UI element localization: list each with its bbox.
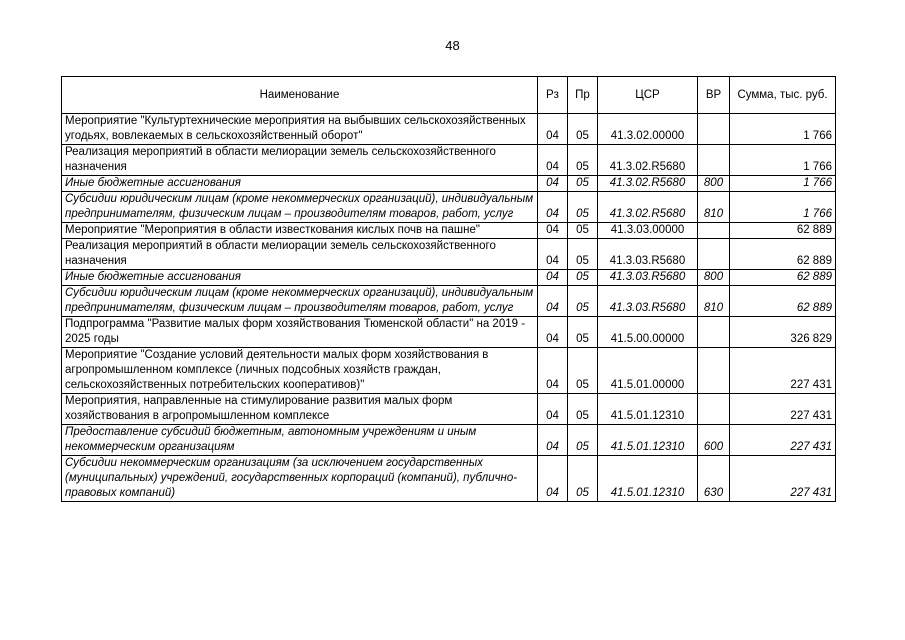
header-name: Наименование xyxy=(62,77,538,114)
cell-rz: 04 xyxy=(538,286,568,317)
cell-vr xyxy=(698,114,730,145)
cell-csr: 41.3.03.R5680 xyxy=(598,239,698,270)
cell-vr: 810 xyxy=(698,192,730,223)
cell-name: Подпрограмма "Развитие малых форм хозяйствования Тюменской области" на 2019 - 2025 годы xyxy=(62,317,538,348)
cell-vr xyxy=(698,348,730,394)
cell-sum: 62 889 xyxy=(730,239,836,270)
cell-pr: 05 xyxy=(568,192,598,223)
cell-csr: 41.3.02.00000 xyxy=(598,114,698,145)
cell-rz: 04 xyxy=(538,425,568,456)
cell-pr: 05 xyxy=(568,394,598,425)
cell-sum: 1 766 xyxy=(730,192,836,223)
cell-sum: 1 766 xyxy=(730,114,836,145)
cell-pr: 05 xyxy=(568,114,598,145)
cell-rz: 04 xyxy=(538,456,568,502)
cell-pr: 05 xyxy=(568,425,598,456)
table-row xyxy=(62,425,836,456)
table-row xyxy=(62,394,836,425)
header-rz: Рз xyxy=(538,77,568,114)
table-row xyxy=(62,114,836,145)
cell-csr: 41.3.02.R5680 xyxy=(598,145,698,176)
page-number: 48 xyxy=(445,38,460,53)
cell-vr: 810 xyxy=(698,286,730,317)
cell-pr: 05 xyxy=(568,317,598,348)
cell-csr: 41.3.03.R5680 xyxy=(598,270,698,286)
cell-sum: 62 889 xyxy=(730,270,836,286)
cell-sum: 62 889 xyxy=(730,223,836,239)
cell-pr: 05 xyxy=(568,348,598,394)
header-pr: Пр xyxy=(568,77,598,114)
cell-csr: 41.5.01.12310 xyxy=(598,394,698,425)
cell-name: Иные бюджетные ассигнования xyxy=(62,176,538,192)
cell-vr: 800 xyxy=(698,176,730,192)
cell-name: Реализация мероприятий в области мелиорации земель сельскохозяйственного назначения xyxy=(62,239,538,270)
cell-rz: 04 xyxy=(538,239,568,270)
cell-sum: 227 431 xyxy=(730,394,836,425)
cell-pr: 05 xyxy=(568,176,598,192)
cell-rz: 04 xyxy=(538,317,568,348)
cell-rz: 04 xyxy=(538,223,568,239)
cell-rz: 04 xyxy=(538,348,568,394)
cell-rz: 04 xyxy=(538,114,568,145)
cell-rz: 04 xyxy=(538,176,568,192)
budget-table xyxy=(61,76,836,502)
cell-pr: 05 xyxy=(568,239,598,270)
cell-pr: 05 xyxy=(568,456,598,502)
cell-sum: 227 431 xyxy=(730,456,836,502)
cell-name: Мероприятие "Мероприятия в области известкования кислых почв на пашне" xyxy=(62,223,538,239)
header-csr: ЦСР xyxy=(598,77,698,114)
table-row xyxy=(62,317,836,348)
cell-vr: 800 xyxy=(698,270,730,286)
cell-csr: 41.5.01.12310 xyxy=(598,425,698,456)
cell-rz: 04 xyxy=(538,145,568,176)
cell-vr: 600 xyxy=(698,425,730,456)
table-header-row xyxy=(62,77,836,114)
table-row xyxy=(62,145,836,176)
header-sum: Сумма, тыс. руб. xyxy=(730,77,836,114)
cell-vr xyxy=(698,223,730,239)
table-row xyxy=(62,286,836,317)
cell-pr: 05 xyxy=(568,145,598,176)
cell-pr: 05 xyxy=(568,223,598,239)
table-row xyxy=(62,239,836,270)
cell-sum: 62 889 xyxy=(730,286,836,317)
cell-name: Мероприятия, направленные на стимулирование развития малых форм хозяйствования в агропромышленном комплексе xyxy=(62,394,538,425)
cell-sum: 1 766 xyxy=(730,145,836,176)
cell-name: Субсидии некоммерческим организациям (за исключением государственных (муниципальных) учреждений, государственных корпораций (компаний), публично-правовых компаний) xyxy=(62,456,538,502)
cell-csr: 41.3.03.00000 xyxy=(598,223,698,239)
cell-sum: 326 829 xyxy=(730,317,836,348)
cell-csr: 41.5.01.12310 xyxy=(598,456,698,502)
table-row xyxy=(62,270,836,286)
cell-rz: 04 xyxy=(538,394,568,425)
table-row xyxy=(62,456,836,502)
cell-vr xyxy=(698,317,730,348)
cell-sum: 227 431 xyxy=(730,425,836,456)
cell-pr: 05 xyxy=(568,270,598,286)
cell-csr: 41.5.00.00000 xyxy=(598,317,698,348)
cell-csr: 41.5.01.00000 xyxy=(598,348,698,394)
cell-name: Мероприятие "Культуртехнические мероприятия на выбывших сельскохозяйственных угодьях, вовлекаемых в сельскохозяйственный оборот" xyxy=(62,114,538,145)
table-row xyxy=(62,192,836,223)
cell-name: Иные бюджетные ассигнования xyxy=(62,270,538,286)
cell-name: Субсидии юридическим лицам (кроме некоммерческих организаций), индивидуальным предпринимателям, физическим лицам – производителям товаров, работ, услуг xyxy=(62,286,538,317)
cell-vr xyxy=(698,394,730,425)
cell-sum: 1 766 xyxy=(730,176,836,192)
cell-csr: 41.3.02.R5680 xyxy=(598,192,698,223)
table-row xyxy=(62,223,836,239)
cell-name: Реализация мероприятий в области мелиорации земель сельскохозяйственного назначения xyxy=(62,145,538,176)
cell-rz: 04 xyxy=(538,192,568,223)
cell-name: Предоставление субсидий бюджетным, автономным учреждениям и иным некоммерческим организациям xyxy=(62,425,538,456)
table-row xyxy=(62,348,836,394)
cell-sum: 227 431 xyxy=(730,348,836,394)
cell-csr: 41.3.03.R5680 xyxy=(598,286,698,317)
cell-name: Мероприятие "Создание условий деятельности малых форм хозяйствования в агропромышленном комплексе (личных подсобных хозяйств граждан, сельскохозяйственных потребительских кооперативов)" xyxy=(62,348,538,394)
cell-vr xyxy=(698,239,730,270)
cell-vr: 630 xyxy=(698,456,730,502)
header-vr: ВР xyxy=(698,77,730,114)
cell-name: Субсидии юридическим лицам (кроме некоммерческих организаций), индивидуальным предпринимателям, физическим лицам – производителям товаров, работ, услуг xyxy=(62,192,538,223)
table-row xyxy=(62,176,836,192)
cell-csr: 41.3.02.R5680 xyxy=(598,176,698,192)
cell-pr: 05 xyxy=(568,286,598,317)
cell-rz: 04 xyxy=(538,270,568,286)
cell-vr xyxy=(698,145,730,176)
